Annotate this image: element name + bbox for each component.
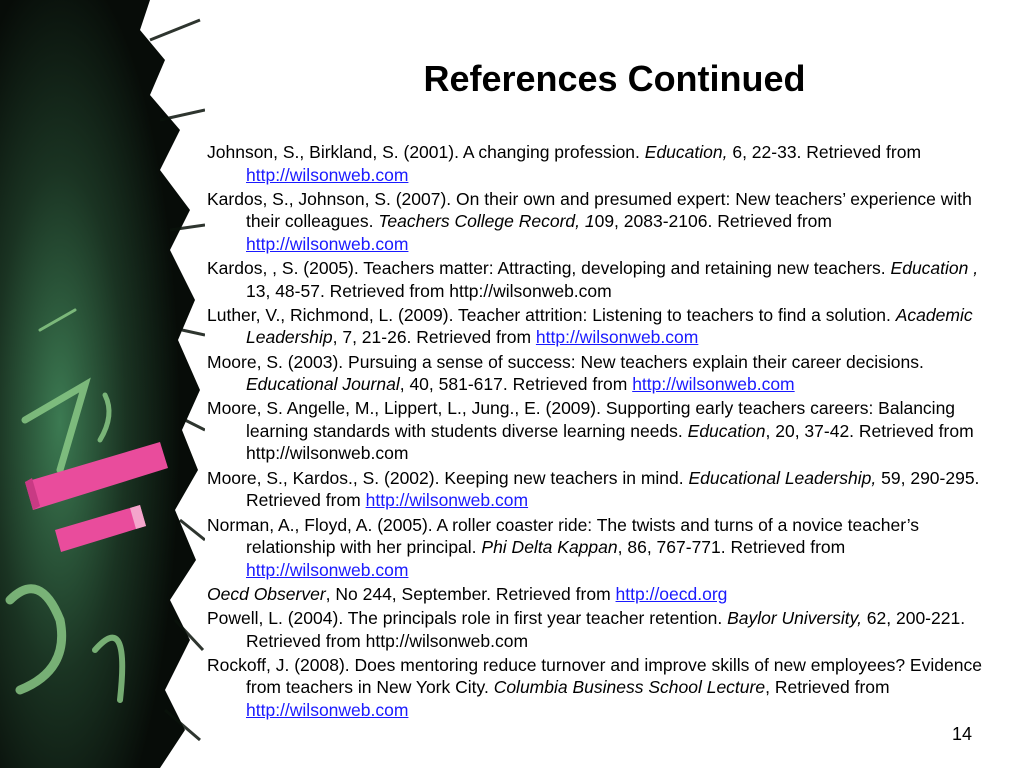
reference-text: Rockoff, J. (2008). Does mentoring reduce turnover and improve skills of new employees? Evidence from teachers in New York City.: [207, 654, 982, 698]
reference-item: [207, 583, 997, 606]
reference-list: [207, 141, 997, 723]
reference-source: Academic Leadership: [246, 304, 973, 348]
reference-source: Educational Leadership,: [688, 467, 877, 488]
reference-link[interactable]: http://wilsonweb.com: [365, 490, 529, 511]
reference-source: Phi Delta Kappan: [481, 537, 618, 558]
reference-details: , 40, 581-617. Retrieved from: [399, 374, 633, 395]
reference-text: Moore, S. Angelle, M., Lippert, L., Jung., E. (2009). Supporting early teachers careers: Balancing learning standards with students diverse learning needs.: [207, 398, 956, 441]
reference-details: , 7, 21-26. Retrieved from: [332, 327, 536, 348]
slide-title: References Continued: [423, 58, 806, 99]
reference-text: Kardos, S., Johnson, S. (2007). On their own and presumed expert: New teachers’ experience with their colleagues.: [207, 188, 972, 232]
reference-source: Baylor University,: [727, 608, 862, 629]
reference-details: 13, 48-57. Retrieved from http://wilsonweb.com: [246, 280, 612, 301]
reference-text: Powell, L. (2004). The principals role in first year teacher retention.: [207, 608, 728, 629]
reference-item: [207, 607, 997, 652]
reference-details: , No 244, September. Retrieved from: [325, 583, 616, 604]
reference-source: Education: [687, 420, 766, 441]
reference-link[interactable]: http://wilsonweb.com: [535, 327, 699, 348]
reference-details: 09, 2083-2106. Retrieved from: [594, 211, 832, 232]
reference-details: 6, 22-33. Retrieved from: [727, 142, 922, 162]
reference-details: 59, 290-295. Retrieved from: [246, 467, 980, 511]
reference-text: Kardos, , S. (2005). Teachers matter: Attracting, developing and retaining new teachers.: [207, 258, 891, 279]
reference-text: Moore, S. (2003). Pursuing a sense of success: New teachers explain their career decisions.: [207, 351, 924, 372]
chalkboard-art: [0, 0, 205, 768]
reference-details: , 20, 37-42. Retrieved from http://wilsonweb.com: [246, 420, 974, 464]
reference-text: Johnson, S., Birkland, S. (2001). A changing profession.: [207, 142, 645, 162]
reference-item: [207, 188, 997, 256]
reference-details: , 86, 767-771. Retrieved from: [617, 537, 846, 558]
reference-link[interactable]: http://wilsonweb.com: [246, 164, 409, 185]
reference-source: Columbia Business School Lecture: [493, 677, 766, 698]
reference-item: [207, 141, 997, 186]
reference-text: Moore, S., Kardos., S. (2002). Keeping new teachers in mind.: [207, 467, 689, 488]
reference-source: Education,: [644, 142, 728, 162]
reference-details: 62, 200-221. Retrieved from http://wilsonweb.com: [246, 608, 966, 651]
reference-text: Luther, V., Richmond, L. (2009). Teacher attrition: Listening to teachers to find a solution.: [207, 304, 896, 325]
reference-source: Education ,: [890, 258, 979, 279]
reference-item: [207, 467, 997, 512]
reference-link[interactable]: http://wilsonweb.com: [632, 374, 795, 395]
reference-item: [207, 257, 997, 302]
reference-link[interactable]: http://oecd.org: [615, 583, 728, 604]
reference-source: Teachers College Record, 1: [378, 211, 595, 232]
reference-link[interactable]: http://wilsonweb.com: [246, 233, 409, 254]
reference-item: [207, 304, 997, 349]
reference-item: [207, 514, 997, 582]
reference-item: [207, 654, 997, 722]
reference-source: Oecd Observer: [207, 583, 326, 604]
reference-details: , Retrieved from: [765, 677, 890, 698]
reference-link[interactable]: http://wilsonweb.com: [246, 559, 409, 580]
reference-link[interactable]: http://wilsonweb.com: [246, 699, 409, 720]
reference-text: Norman, A., Floyd, A. (2005). A roller coaster ride: The twists and turns of a novice teacher’s relationship with her principal.: [207, 514, 920, 558]
reference-item: [207, 351, 997, 396]
reference-item: [207, 397, 997, 465]
page-number: 14: [951, 724, 972, 744]
reference-source: Educational Journal: [246, 374, 400, 395]
